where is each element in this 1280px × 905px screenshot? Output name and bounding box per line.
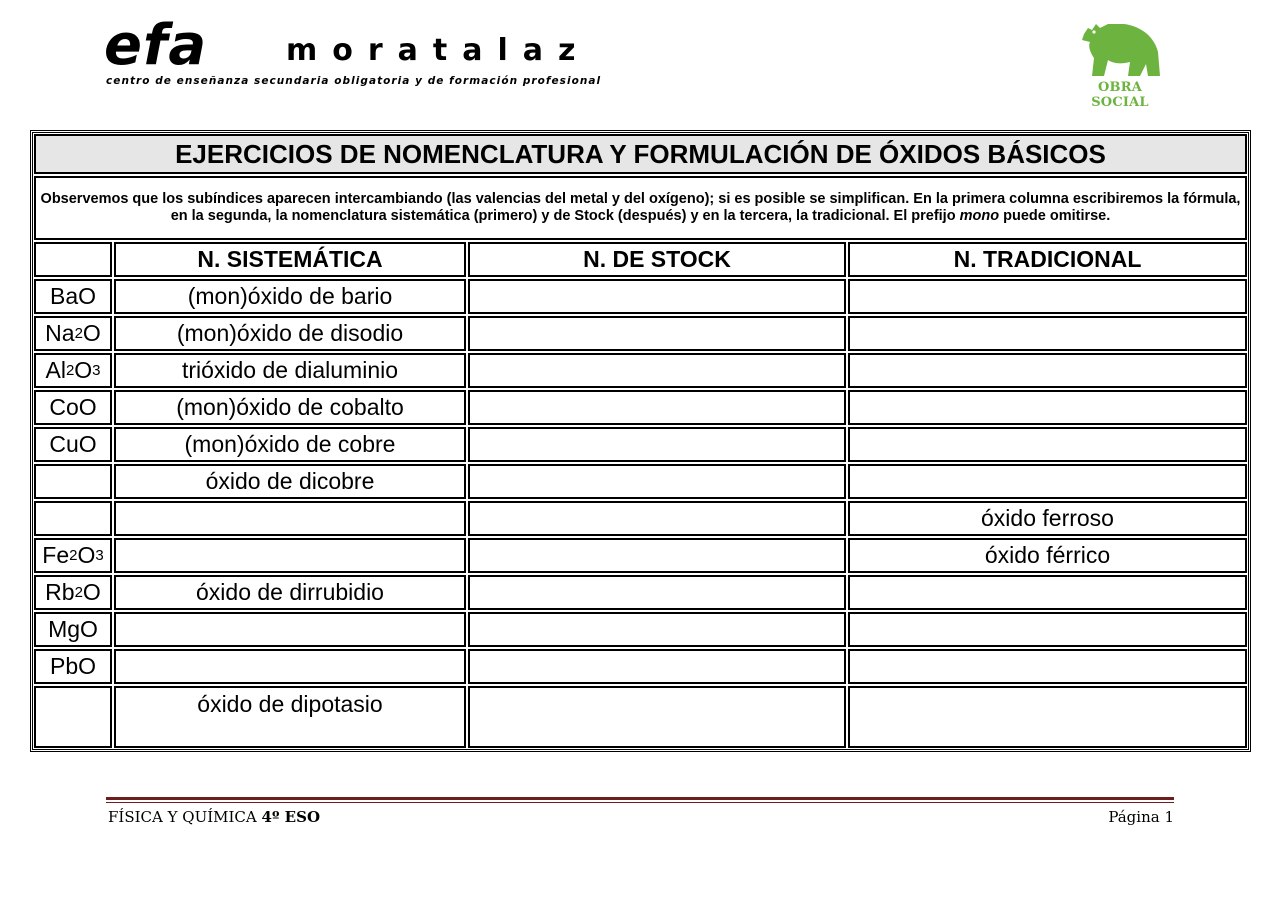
header-stock: N. DE STOCK (468, 242, 846, 277)
tradicional-cell (848, 649, 1247, 684)
tradicional-cell (848, 464, 1247, 499)
logo-efa: efa (104, 13, 208, 78)
formula-cell (34, 464, 112, 499)
tradicional-cell (848, 390, 1247, 425)
sistematica-cell: trióxido de dialuminio (114, 353, 466, 388)
footer-course: 4º ESO (261, 808, 321, 826)
formula-cell: CoO (34, 390, 112, 425)
instructions-end: puede omitirse. (999, 208, 1111, 224)
header-sistematica: N. SISTEMÁTICA (114, 242, 466, 277)
formula-cell: Fe 2 O 3 (34, 538, 112, 573)
sistematica-cell: óxido de dipotasio (114, 686, 466, 748)
stock-cell (468, 279, 846, 314)
tradicional-cell (848, 575, 1247, 610)
sistematica-cell (114, 538, 466, 573)
bear-icon (1078, 18, 1162, 78)
sponsor-logo (1068, 18, 1172, 110)
worksheet-title: EJERCICIOS DE NOMENCLATURA Y FORMULACIÓN DE ÓXIDOS BÁSICOS (34, 134, 1247, 174)
footer-rule (106, 797, 1174, 803)
stock-cell (468, 575, 846, 610)
sistematica-cell: (mon)óxido de cobalto (114, 390, 466, 425)
sistematica-cell: (mon)óxido de cobre (114, 427, 466, 462)
tradicional-cell: óxido férrico (848, 538, 1247, 573)
formula-cell: CuO (34, 427, 112, 462)
tradicional-cell (848, 686, 1247, 748)
formula-cell (34, 501, 112, 536)
stock-cell (468, 612, 846, 647)
sistematica-cell: óxido de dicobre (114, 464, 466, 499)
sistematica-cell: óxido de dirrubidio (114, 575, 466, 610)
logo-subtitle: centro de enseñanza secundaria obligatoria y de formación profesional (106, 75, 602, 87)
formula-cell: MgO (34, 612, 112, 647)
footer-subject-text: FÍSICA Y QUÍMICA (108, 808, 262, 826)
sistematica-cell: (mon)óxido de disodio (114, 316, 466, 351)
instructions-text: Observemos que los subíndices aparecen intercambiando (las valencias del metal y del oxígeno); si es posible se simplifican. En la primera columna escribiremos la fórmula, en la segunda, la nomenclatura sistemática (primero) y de Stock (después) y en la tercera, la tradicional. El prefijo (40, 191, 1241, 224)
stock-cell (468, 501, 846, 536)
stock-cell (468, 316, 846, 351)
stock-cell (468, 538, 846, 573)
formula-cell: PbO (34, 649, 112, 684)
worksheet-instructions (34, 176, 1247, 240)
tradicional-cell (848, 612, 1247, 647)
formula-cell: Na 2 O (34, 316, 112, 351)
sponsor-text: OBRA SOCIAL (1091, 80, 1149, 110)
sistematica-cell: (mon)óxido de bario (114, 279, 466, 314)
sistematica-cell (114, 501, 466, 536)
header-tradicional: N. TRADICIONAL (848, 242, 1247, 277)
tradicional-cell: óxido ferroso (848, 501, 1247, 536)
footer-subject (108, 808, 320, 826)
formula-cell: BaO (34, 279, 112, 314)
stock-cell (468, 464, 846, 499)
tradicional-cell (848, 316, 1247, 351)
stock-cell (468, 353, 846, 388)
stock-cell (468, 427, 846, 462)
tradicional-cell (848, 427, 1247, 462)
stock-cell (468, 649, 846, 684)
formula-cell: Al 2 O 3 (34, 353, 112, 388)
sistematica-cell (114, 612, 466, 647)
sistematica-cell (114, 649, 466, 684)
worksheet-table (30, 130, 1251, 752)
header-blank (34, 242, 112, 277)
instructions-italic: mono (959, 208, 1000, 224)
formula-cell: Rb 2 O (34, 575, 112, 610)
stock-cell (468, 686, 846, 748)
footer-page-number: Página 1 (1108, 808, 1174, 826)
logo-moratalaz: moratalaz (286, 33, 591, 68)
formula-cell (34, 686, 112, 748)
stock-cell (468, 390, 846, 425)
tradicional-cell (848, 353, 1247, 388)
tradicional-cell (848, 279, 1247, 314)
